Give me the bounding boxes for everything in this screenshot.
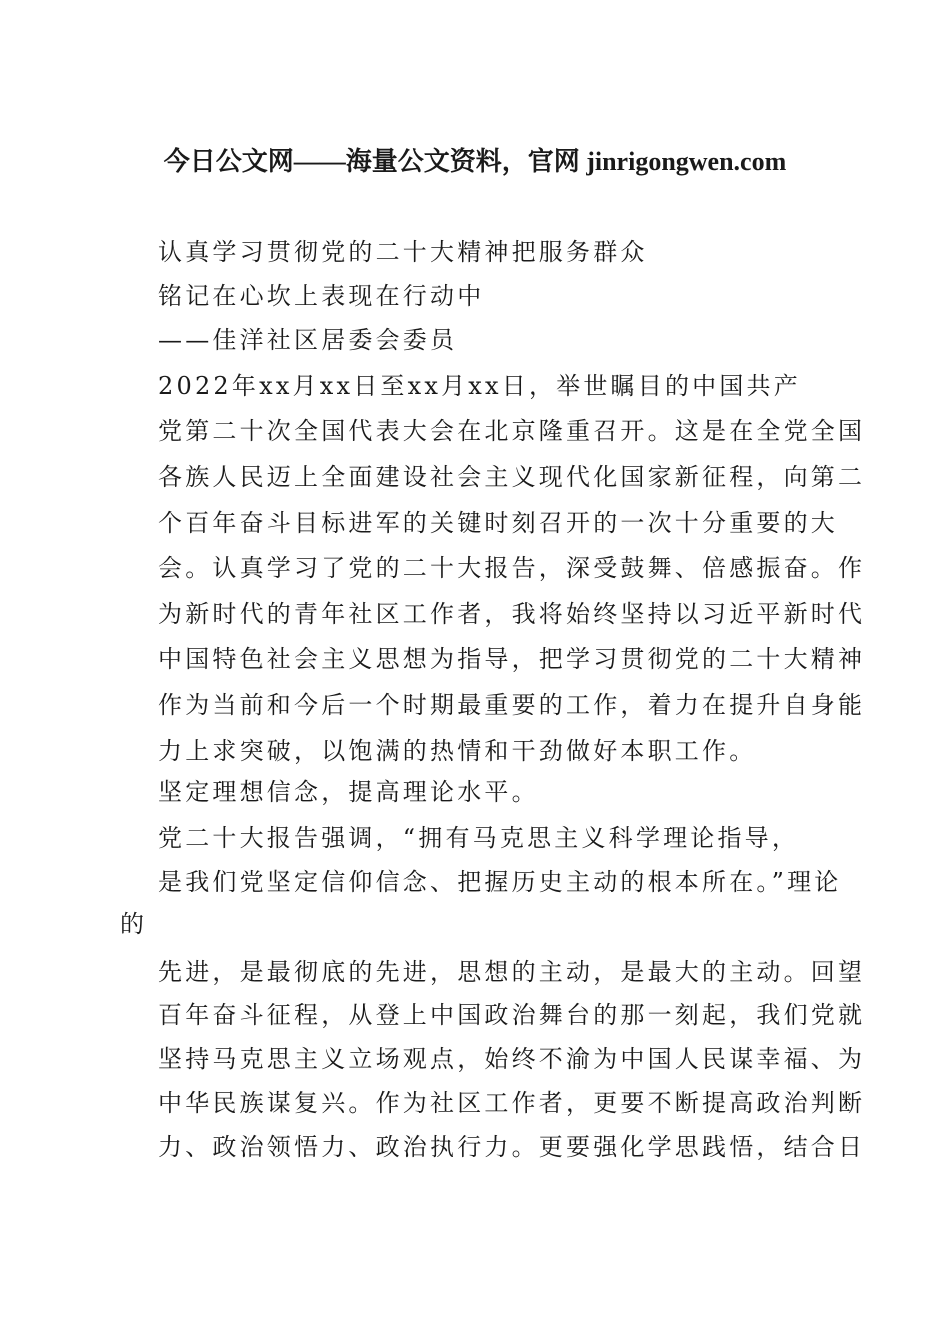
paragraph-line: 党二十大报告强调，“拥有马克思主义科学理论指导， [158, 824, 800, 852]
paragraph-line: 先进，是最彻底的先进，思想的主动，是最大的主动。回望 [158, 958, 866, 986]
paragraph-line: 个百年奋斗目标进军的关键时刻召开的一次十分重要的大 [158, 509, 838, 537]
paragraph-line: 坚持马克思主义立场观点，始终不渝为中国人民谋幸福、为 [158, 1045, 866, 1073]
title-line-2: 铭记在心坎上表现在行动中 [158, 282, 485, 310]
paragraph-line: 力、政治领悟力、政治执行力。更要强化学思践悟，结合日 [158, 1133, 866, 1161]
paragraph-line: 作为当前和今后一个时期最重要的工作，着力在提升自身能 [158, 691, 866, 719]
paragraph-line: 的 [120, 910, 148, 938]
author-line: ——佳洋社区居委会委员 [158, 326, 458, 354]
paragraph-line: 中国特色社会主义思想为指导，把学习贯彻党的二十大精神 [158, 645, 866, 673]
paragraph-line: 会。认真学习了党的二十大报告，深受鼓舞、倍感振奋。作 [158, 554, 866, 582]
paragraph-line: 中华民族谋复兴。作为社区工作者，更要不断提高政治判断 [158, 1089, 866, 1117]
section-heading: 坚定理想信念，提高理论水平。 [158, 778, 539, 806]
paragraph-line: 百年奋斗征程，从登上中国政治舞台的那一刻起，我们党就 [158, 1001, 866, 1029]
paragraph-line: 为新时代的青年社区工作者，我将始终坚持以习近平新时代 [158, 600, 866, 628]
paragraph-line: 力上求突破，以饱满的热情和干劲做好本职工作。 [158, 737, 757, 765]
site-header-banner: 今日公文网——海量公文资料，官网 jinrigongwen.com [163, 147, 787, 176]
paragraph-line: 党第二十次全国代表大会在北京隆重召开。这是在全党全国 [158, 417, 866, 445]
paragraph-line: 是我们党坚定信仰信念、把握历史主动的根本所在。”理论 [158, 868, 842, 896]
title-line-1: 认真学习贯彻党的二十大精神把服务群众 [158, 238, 648, 266]
paragraph-line: 2022年xx月xx日至xx月xx日，举世瞩目的中国共产 [158, 372, 801, 400]
paragraph-line: 各族人民迈上全面建设社会主义现代化国家新征程，向第二 [158, 463, 866, 491]
